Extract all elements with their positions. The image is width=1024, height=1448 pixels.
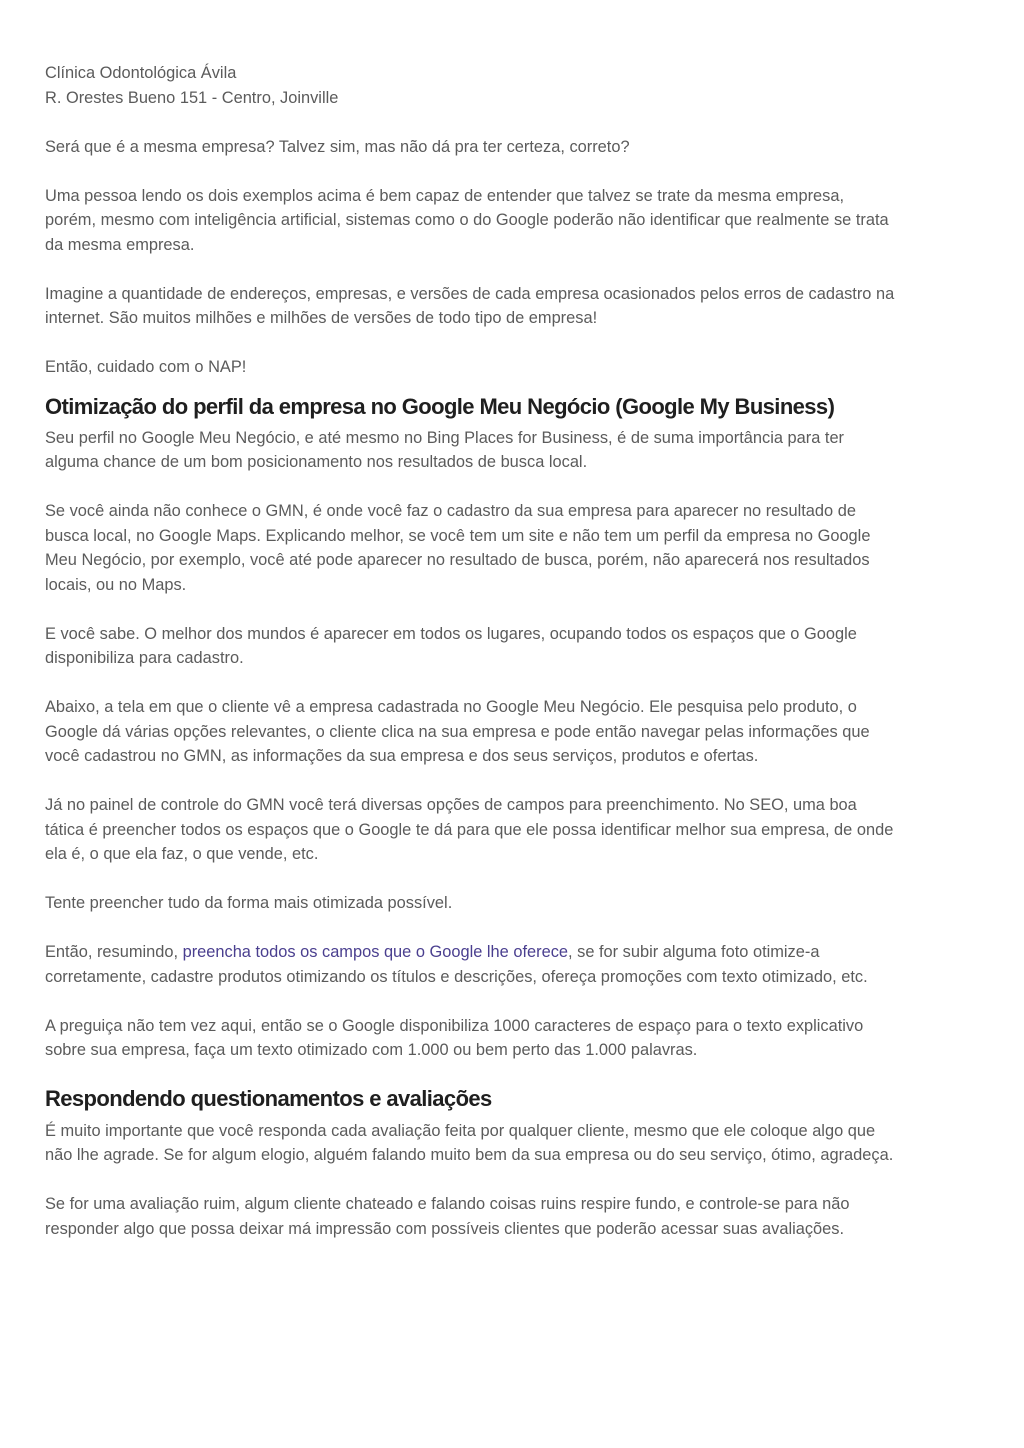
- paragraph: Uma pessoa lendo os dois exemplos acima é bem capaz de entender que talvez se trate da mesma empresa, porém, mesmo com inteligência artificial, sistemas como o do Google poderão não identificar que realmente se trata da mesma empresa.: [45, 186, 889, 254]
- text-before-link: Então, resumindo,: [45, 943, 183, 961]
- section-heading-reviews: Respondendo questionamentos e avaliações: [45, 1085, 492, 1111]
- section-heading-gmn: Otimização do perfil da empresa no Google Meu Negócio (Google My Business): [45, 393, 835, 419]
- paragraph: Abaixo, a tela em que o cliente vê a empresa cadastrada no Google Meu Negócio. Ele pesquisa pelo produto, o Google dá várias opções relevantes, o cliente clica na sua empresa e pode então navegar pelas informações que você cadastrou no GMN, as informações da sua empresa e dos seus serviços, produtos e ofertas.: [45, 698, 870, 765]
- paragraph: A preguiça não tem vez aqui, então se o Google disponibiliza 1000 caracteres de espaço para o texto explicativo sobre sua empresa, faça um texto otimizado com 1.000 ou bem perto das 1.000 palavras.: [45, 1016, 864, 1059]
- paragraph: E você sabe. O melhor dos mundos é aparecer em todos os lugares, ocupando todos os espaços que o Google disponibiliza para cadastro.: [45, 624, 857, 667]
- paragraph: Se for uma avaliação ruim, algum cliente chateado e falando coisas ruins respire fundo, e controle-se para não responder algo que possa deixar má impressão com possíveis clientes que poderão acessar suas avaliações.: [45, 1195, 850, 1238]
- address-block: [45, 61, 895, 110]
- fill-all-fields-link[interactable]: preencha todos os campos que o Google lhe oferece: [182, 943, 569, 961]
- paragraph: Já no painel de controle do GMN você terá diversas opções de campos para preenchimento. No SEO, uma boa tática é preencher todos os espaços que o Google te dá para que ele possa identificar melhor sua empresa, de onde ela é, o que ela faz, o que vende, etc.: [45, 796, 894, 863]
- paragraph: Então, cuidado com o NAP!: [45, 358, 247, 376]
- text-after-link: , se for subir alguma foto otimize-a corretamente, cadastre produtos otimizando os títulos e descrições, ofereça promoções com texto otimizado, etc.: [45, 943, 868, 986]
- paragraph: Será que é a mesma empresa? Talvez sim, mas não dá pra ter certeza, correto?: [45, 137, 630, 156]
- business-name: Clínica Odontológica Ávila: [45, 64, 237, 82]
- business-address: R. Orestes Bueno 151 - Centro, Joinville: [45, 88, 339, 107]
- paragraph: Se você ainda não conhece o GMN, é onde você faz o cadastro da sua empresa para aparecer no resultado de busca local, no Google Maps. Explicando melhor, se você tem um site e não tem um perfil da empresa no Google Meu Negócio, por exemplo, você até pode aparecer no resultado de busca, porém, não aparecerá nos resultados locais, ou no Maps.: [45, 502, 871, 594]
- article-body: [45, 61, 895, 1241]
- paragraph: É muito importante que você responda cada avaliação feita por qualquer cliente, mesmo que ele coloque algo que não lhe agrade. Se for algum elogio, alguém falando muito bem da sua empresa ou do seu serviço, ótimo, agradeça.: [45, 1121, 894, 1164]
- paragraph: Seu perfil no Google Meu Negócio, e até mesmo no Bing Places for Business, é de suma importância para ter alguma chance de um bom posicionamento nos resultados de busca local.: [45, 428, 845, 471]
- paragraph: Tente preencher tudo da forma mais otimizada possível.: [45, 894, 453, 912]
- paragraph: Imagine a quantidade de endereços, empresas, e versões de cada empresa ocasionados pelos erros de cadastro na internet. São muitos milhões e milhões de versões de todo tipo de empresa!: [45, 284, 895, 327]
- paragraph-with-link: [45, 940, 895, 989]
